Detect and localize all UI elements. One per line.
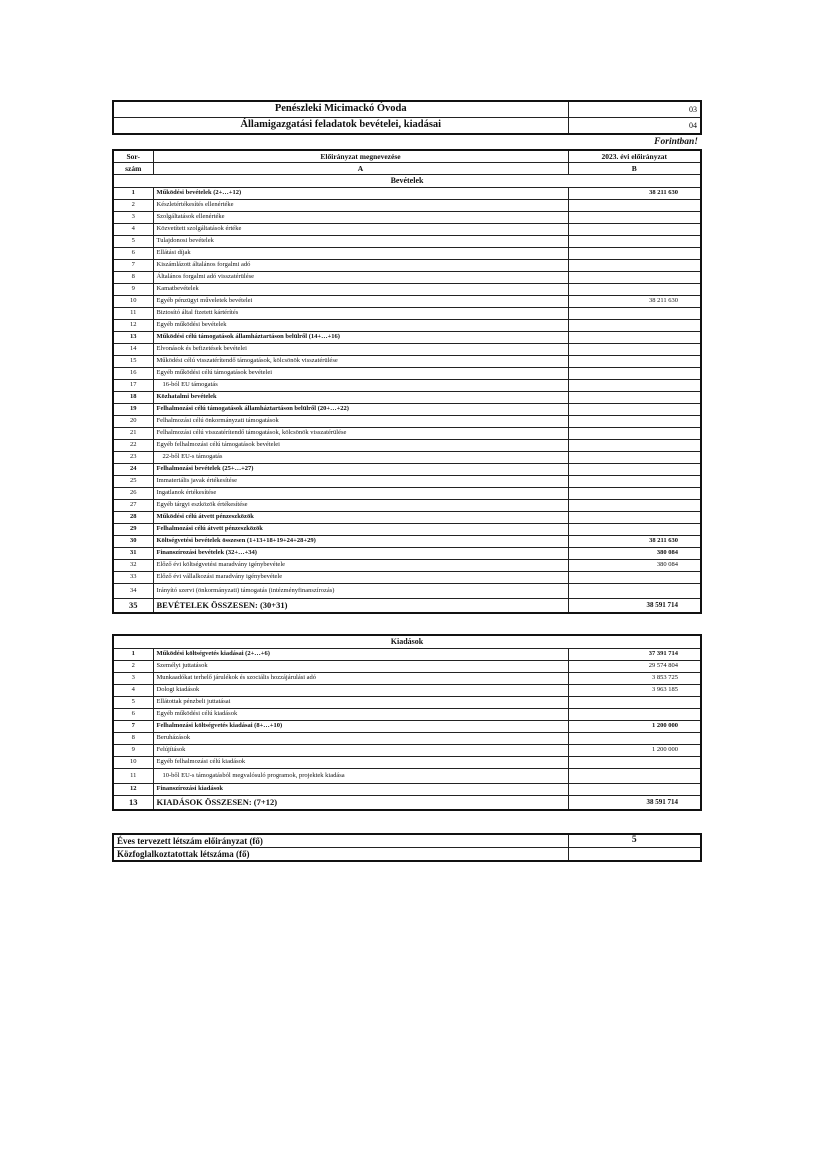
- row-label: Tulajdonosi bevételek: [153, 236, 568, 248]
- row-label: 22-ből EU-s támogatás: [153, 452, 568, 464]
- row-label: Dologi kiadások: [153, 685, 568, 697]
- revenues-row: [113, 380, 701, 392]
- row-value: [568, 356, 701, 368]
- row-number: 18: [113, 392, 153, 404]
- row-value: [568, 416, 701, 428]
- revenues-row: [113, 476, 701, 488]
- row-number: 10: [113, 296, 153, 308]
- expenses-row: [113, 685, 701, 697]
- row-label: Kamatbevételek: [153, 284, 568, 296]
- revenues-row: [113, 440, 701, 452]
- row-label: Elvonások és befizetések bevételei: [153, 344, 568, 356]
- row-label: Előző évi vállalkozási maradvány igénybevétele: [153, 572, 568, 584]
- row-label: Biztosító által fizetett kártérítés: [153, 308, 568, 320]
- row-label: Egyéb működési célú kiadások: [153, 709, 568, 721]
- subtitle-code: 04: [568, 118, 701, 135]
- row-label: Immateriális javak értékesítése: [153, 476, 568, 488]
- row-value: 38 211 630: [568, 536, 701, 548]
- row-number: 4: [113, 685, 153, 697]
- currency-unit: Forintban!: [654, 137, 698, 147]
- revenues-row: [113, 272, 701, 284]
- row-number: 33: [113, 572, 153, 584]
- row-value: [568, 368, 701, 380]
- row-value: [568, 224, 701, 236]
- row-label: Felújítások: [153, 745, 568, 757]
- row-value: [568, 332, 701, 344]
- row-number: 21: [113, 428, 153, 440]
- row-label: Működési bevételek (2+…+12): [153, 188, 568, 200]
- row-label: Szolgáltatások ellenértéke: [153, 212, 568, 224]
- revenues-row: [113, 464, 701, 476]
- row-label: Költségvetési bevételek összesen (1+13+18+19+24+28+29): [153, 536, 568, 548]
- revenue-rows: [113, 188, 701, 599]
- col-value-label: 2023. évi előirányzat: [568, 150, 701, 163]
- row-number: 31: [113, 548, 153, 560]
- col-name-label: Előirányzat megnevezése: [153, 150, 568, 163]
- row-value: 38 211 630: [568, 296, 701, 308]
- revenues-row: [113, 524, 701, 536]
- row-value: 1 200 000: [568, 745, 701, 757]
- revenues-row: [113, 224, 701, 236]
- row-number: 12: [113, 320, 153, 332]
- row-number: 32: [113, 560, 153, 572]
- row-value: 3 853 725: [568, 673, 701, 685]
- row-number: 8: [113, 272, 153, 284]
- row-label: Finanszírozási bevételek (32+…+34): [153, 548, 568, 560]
- row-value: [568, 452, 701, 464]
- row-value: [568, 320, 701, 332]
- row-value: [568, 260, 701, 272]
- revenues-row: [113, 548, 701, 560]
- row-value: [568, 733, 701, 745]
- row-number: 3: [113, 212, 153, 224]
- row-label: Munkaadókat terhelő járulékok és szociális hozzájárulási adó: [153, 673, 568, 685]
- revenues-row: [113, 200, 701, 212]
- row-value: [568, 392, 701, 404]
- row-value: [568, 584, 701, 599]
- row-number: 7: [113, 260, 153, 272]
- revenues-row: [113, 296, 701, 308]
- row-value: [568, 404, 701, 416]
- revenues-row: [113, 248, 701, 260]
- row-label: Felhalmozási célú átvett pénzeszközök: [153, 524, 568, 536]
- revenues-row: [113, 404, 701, 416]
- row-value: [568, 769, 701, 784]
- revenue-total-num: 35: [113, 599, 153, 614]
- row-label: Általános forgalmi adó visszatérülése: [153, 272, 568, 284]
- row-value: [568, 512, 701, 524]
- row-number: 34: [113, 584, 153, 599]
- revenues-row: [113, 584, 701, 599]
- row-number: 7: [113, 721, 153, 733]
- expense-total-value: 38 591 714: [568, 796, 701, 811]
- row-label: Működési költségvetés kiadásai (2+…+6): [153, 649, 568, 661]
- row-value: [568, 464, 701, 476]
- col-name-letter: A: [153, 163, 568, 175]
- revenues-row: [113, 488, 701, 500]
- col-num-label-2: szám: [113, 163, 153, 175]
- revenues-row: [113, 284, 701, 296]
- revenues-row: [113, 368, 701, 380]
- row-value: [568, 248, 701, 260]
- row-label: Ellátási díjak: [153, 248, 568, 260]
- row-value: [568, 200, 701, 212]
- revenues-row: [113, 452, 701, 464]
- expenses-row: [113, 757, 701, 769]
- revenues-row: [113, 308, 701, 320]
- row-value: [568, 428, 701, 440]
- row-number: 23: [113, 452, 153, 464]
- row-label: Ellátottak pénzbeli juttatásai: [153, 697, 568, 709]
- row-label: 16-ból EU támogatás: [153, 380, 568, 392]
- row-label: Finanszírozási kiadások: [153, 784, 568, 796]
- row-label: Felhalmozási célú támogatások államháztartáson belülről (20+…+22): [153, 404, 568, 416]
- revenues-row: [113, 572, 701, 584]
- row-value: 380 084: [568, 548, 701, 560]
- row-label: Előző évi költségvetési maradvány igénybevétele: [153, 560, 568, 572]
- row-value: 29 574 804: [568, 661, 701, 673]
- row-number: 29: [113, 524, 153, 536]
- row-label: Egyéb tárgyi eszközök értékesítése: [153, 500, 568, 512]
- row-number: 2: [113, 200, 153, 212]
- row-label: Kiszámlázott általános forgalmi adó: [153, 260, 568, 272]
- row-number: 6: [113, 248, 153, 260]
- revenues-row: [113, 356, 701, 368]
- row-value: [568, 476, 701, 488]
- revenues-row: [113, 536, 701, 548]
- public-work-staff-value: [568, 848, 701, 862]
- row-label: Készletértékesítés ellenértéke: [153, 200, 568, 212]
- row-value: [568, 344, 701, 356]
- row-number: 5: [113, 697, 153, 709]
- row-value: [568, 212, 701, 224]
- expenses-row: [113, 733, 701, 745]
- row-label: Beruházások: [153, 733, 568, 745]
- staffing-table: [112, 833, 702, 862]
- row-value: [568, 500, 701, 512]
- row-label: Közhatalmi bevételek: [153, 392, 568, 404]
- revenue-table: [112, 149, 702, 614]
- row-number: 22: [113, 440, 153, 452]
- row-label: Egyéb felhalmozási célú támogatások bevételei: [153, 440, 568, 452]
- revenues-row: [113, 392, 701, 404]
- row-number: 24: [113, 464, 153, 476]
- revenues-row: [113, 212, 701, 224]
- row-number: 17: [113, 380, 153, 392]
- row-number: 25: [113, 476, 153, 488]
- row-number: 16: [113, 368, 153, 380]
- revenue-total-row: [113, 599, 701, 614]
- row-number: 13: [113, 332, 153, 344]
- revenue-total-value: 38 591 714: [568, 599, 701, 614]
- row-number: 27: [113, 500, 153, 512]
- row-label: Egyéb felhalmozási célú kiadások: [153, 757, 568, 769]
- row-number: 3: [113, 673, 153, 685]
- revenues-row: [113, 320, 701, 332]
- row-label: Egyéb működési bevételek: [153, 320, 568, 332]
- row-number: 5: [113, 236, 153, 248]
- expense-total-num: 13: [113, 796, 153, 811]
- budget-document: [112, 100, 700, 862]
- row-label: Felhalmozási célú önkormányzati támogatások: [153, 416, 568, 428]
- row-number: 11: [113, 308, 153, 320]
- row-value: [568, 572, 701, 584]
- org-name: Penészleki Micimackó Óvoda: [113, 101, 568, 118]
- row-number: 8: [113, 733, 153, 745]
- row-number: 15: [113, 356, 153, 368]
- expense-table: [112, 634, 702, 811]
- row-label: Egyéb működési célú támogatások bevételei: [153, 368, 568, 380]
- expenses-row: [113, 769, 701, 784]
- row-number: 4: [113, 224, 153, 236]
- row-value: 1 200 000: [568, 721, 701, 733]
- row-value: 3 963 185: [568, 685, 701, 697]
- expense-rows: [113, 649, 701, 796]
- row-label: Felhalmozási bevételek (25+…+27): [153, 464, 568, 476]
- row-number: 9: [113, 284, 153, 296]
- expense-section-title: Kiadások: [113, 635, 701, 649]
- row-value: [568, 697, 701, 709]
- row-value: 38 211 630: [568, 188, 701, 200]
- row-number: 30: [113, 536, 153, 548]
- row-value: [568, 757, 701, 769]
- row-value: [568, 709, 701, 721]
- row-value: [568, 440, 701, 452]
- row-label: Működési célú átvett pénzeszközök: [153, 512, 568, 524]
- expenses-row: [113, 784, 701, 796]
- row-label: Közvetített szolgáltatások értéke: [153, 224, 568, 236]
- revenues-row: [113, 560, 701, 572]
- row-value: 37 391 714: [568, 649, 701, 661]
- expenses-row: [113, 745, 701, 757]
- row-value: [568, 236, 701, 248]
- row-label: Felhalmozási költségvetés kiadásai (8+…+10): [153, 721, 568, 733]
- col-value-letter: B: [568, 163, 701, 175]
- revenue-total-label: BEVÉTELEK ÖSSZESEN: (30+31): [153, 599, 568, 614]
- row-label: Irányító szervi (önkormányzati) támogatás (intézményfinanszírozás): [153, 584, 568, 599]
- row-label: Felhalmozási célú visszatérítendő támogatások, kölcsönök visszatérülése: [153, 428, 568, 440]
- row-number: 2: [113, 661, 153, 673]
- row-number: 26: [113, 488, 153, 500]
- row-label: Egyéb pénzügyi műveletek bevételei: [153, 296, 568, 308]
- expenses-row: [113, 673, 701, 685]
- row-label: Működési célú visszatérítendő támogatások, kölcsönök visszatérülése: [153, 356, 568, 368]
- row-label: Működési célú támogatások államháztartáson belülről (14+…+16): [153, 332, 568, 344]
- planned-staff-value: 5: [568, 834, 701, 848]
- row-label: Ingatlanok értékesítése: [153, 488, 568, 500]
- revenues-row: [113, 236, 701, 248]
- public-work-staff-label: Közfoglalkoztatottak létszáma (fő): [113, 848, 568, 862]
- revenues-row: [113, 416, 701, 428]
- row-number: 19: [113, 404, 153, 416]
- row-number: 1: [113, 188, 153, 200]
- revenues-row: [113, 428, 701, 440]
- expenses-row: [113, 697, 701, 709]
- row-value: [568, 272, 701, 284]
- expenses-row: [113, 649, 701, 661]
- row-value: [568, 308, 701, 320]
- revenues-row: [113, 344, 701, 356]
- row-number: 10: [113, 757, 153, 769]
- row-value: 380 084: [568, 560, 701, 572]
- row-value: [568, 284, 701, 296]
- revenue-section-title: Bevételek: [113, 175, 701, 188]
- row-value: [568, 380, 701, 392]
- row-number: 6: [113, 709, 153, 721]
- org-code: 03: [568, 101, 701, 118]
- row-number: 11: [113, 769, 153, 784]
- document-subtitle: Államigazgatási feladatok bevételei, kiadásai: [113, 118, 568, 135]
- expenses-row: [113, 709, 701, 721]
- col-num-label: Sor-: [113, 150, 153, 163]
- revenues-row: [113, 188, 701, 200]
- row-number: 1: [113, 649, 153, 661]
- revenues-row: [113, 500, 701, 512]
- row-label: 10-ből EU-s támogatásból megvalósuló programok, projektek kiadása: [153, 769, 568, 784]
- row-number: 28: [113, 512, 153, 524]
- row-value: [568, 784, 701, 796]
- expense-total-row: [113, 796, 701, 811]
- row-number: 9: [113, 745, 153, 757]
- row-number: 12: [113, 784, 153, 796]
- revenues-row: [113, 332, 701, 344]
- expenses-row: [113, 721, 701, 733]
- planned-staff-label: Éves tervezett létszám előirányzat (fő): [113, 834, 568, 848]
- row-number: 20: [113, 416, 153, 428]
- row-value: [568, 524, 701, 536]
- document-header: [112, 100, 702, 135]
- revenues-row: [113, 512, 701, 524]
- row-number: 14: [113, 344, 153, 356]
- revenues-row: [113, 260, 701, 272]
- row-value: [568, 488, 701, 500]
- expense-total-label: KIADÁSOK ÖSSZESEN: (7+12): [153, 796, 568, 811]
- expenses-row: [113, 661, 701, 673]
- row-label: Személyi juttatások: [153, 661, 568, 673]
